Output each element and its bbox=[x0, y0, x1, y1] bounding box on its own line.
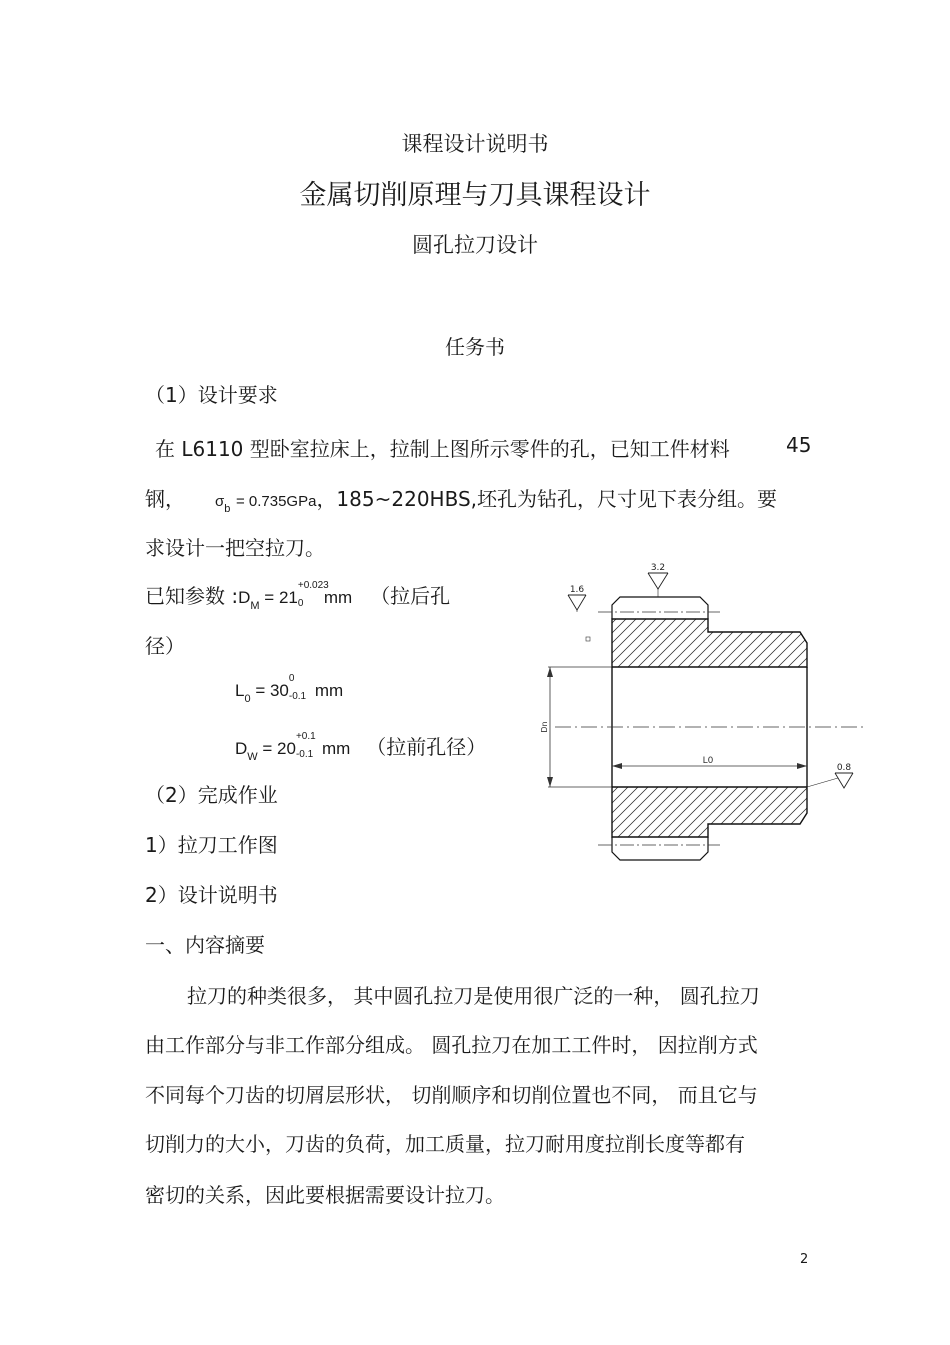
page-number: 2 bbox=[800, 1252, 809, 1267]
upper-section-hatch bbox=[612, 619, 807, 667]
document-type: 课程设计说明书 bbox=[401, 132, 549, 156]
param-dw: $D_W = 20$ +0.1 -0.1 mm （拉前孔径） bbox=[235, 730, 487, 763]
abstract-line-1: 拉刀的种类很多， 其中圆孔拉刀是使用很广泛的一种， 圆孔拉刀 bbox=[187, 984, 760, 1008]
dw-note: （拉前孔径） bbox=[366, 735, 487, 759]
abstract-line-3: 不同每个刀齿的切屑层形状， 切削顺序和切削位置也不同， 而且它与 bbox=[145, 1083, 758, 1107]
length-label: L0 bbox=[702, 756, 714, 766]
requirements-line-3: 求设计一把空拉刀。 bbox=[145, 536, 325, 560]
work-heading: （2）完成作业 bbox=[145, 783, 278, 807]
top-hub-outline bbox=[612, 597, 708, 619]
svg-text:1.6: 1.6 bbox=[569, 585, 585, 595]
abstract-heading: 一、内容摘要 bbox=[145, 933, 265, 957]
roughness-symbol-top bbox=[648, 563, 668, 597]
bottom-hub-outline bbox=[612, 837, 708, 860]
diameter-label: Dn bbox=[540, 721, 549, 733]
roughness-symbol-right bbox=[807, 763, 853, 788]
svg-text:0.8: 0.8 bbox=[836, 763, 852, 773]
requirements-line-2 bbox=[145, 483, 778, 515]
task-heading: 任务书 bbox=[445, 335, 505, 359]
param-dm-note-cont: 径） bbox=[145, 634, 185, 658]
material-grade: 45 bbox=[786, 433, 812, 457]
requirements-heading: （1）设计要求 bbox=[145, 383, 278, 407]
abstract-line-2: 由工作部分与非工作部分组成。 圆孔拉刀在加工工件时， 因拉削方式 bbox=[145, 1033, 758, 1057]
param-l0: $L_0 = 30$ 0 -0.1 mm bbox=[235, 672, 344, 705]
abstract-line-4: 切削力的大小，刀齿的负荷，加工质量，拉刀耐用度拉削长度等都有 bbox=[145, 1132, 745, 1156]
design-topic: 圆孔拉刀设计 bbox=[412, 233, 538, 257]
svg-text:3.2: 3.2 bbox=[650, 563, 666, 573]
work-item-1: 1）拉刀工作图 bbox=[145, 833, 278, 857]
small-square-mark bbox=[586, 637, 590, 641]
roughness-symbol-left bbox=[568, 585, 586, 612]
lower-section-hatch bbox=[612, 787, 807, 837]
part-drawing bbox=[520, 555, 870, 895]
dm-note: （拉后孔 bbox=[370, 584, 451, 608]
abstract-line-5: 密切的关系，因此要根据需要设计拉刀。 bbox=[145, 1183, 505, 1207]
course-title: 金属切削原理与刀具课程设计 bbox=[299, 180, 651, 211]
work-item-2: 2）设计说明书 bbox=[145, 883, 278, 907]
tensile-strength-formula: $\sigma_b = 0.735GPa$ bbox=[215, 493, 317, 515]
steel-label: 钢， bbox=[145, 487, 185, 511]
requirements-line-1: 在 L6110 型卧室拉床上，拉制上图所示零件的孔，已知工件材料 bbox=[155, 437, 730, 461]
known-params-label: 已知参数 : bbox=[145, 584, 239, 608]
param-dm: 已知参数 $:D_M = 21$ +0.023 0 mm （拉后孔 bbox=[145, 579, 451, 612]
hardness-and-blank: ，185~220HBS,坯孔为钻孔，尺寸见下表分组。要 bbox=[316, 487, 778, 511]
